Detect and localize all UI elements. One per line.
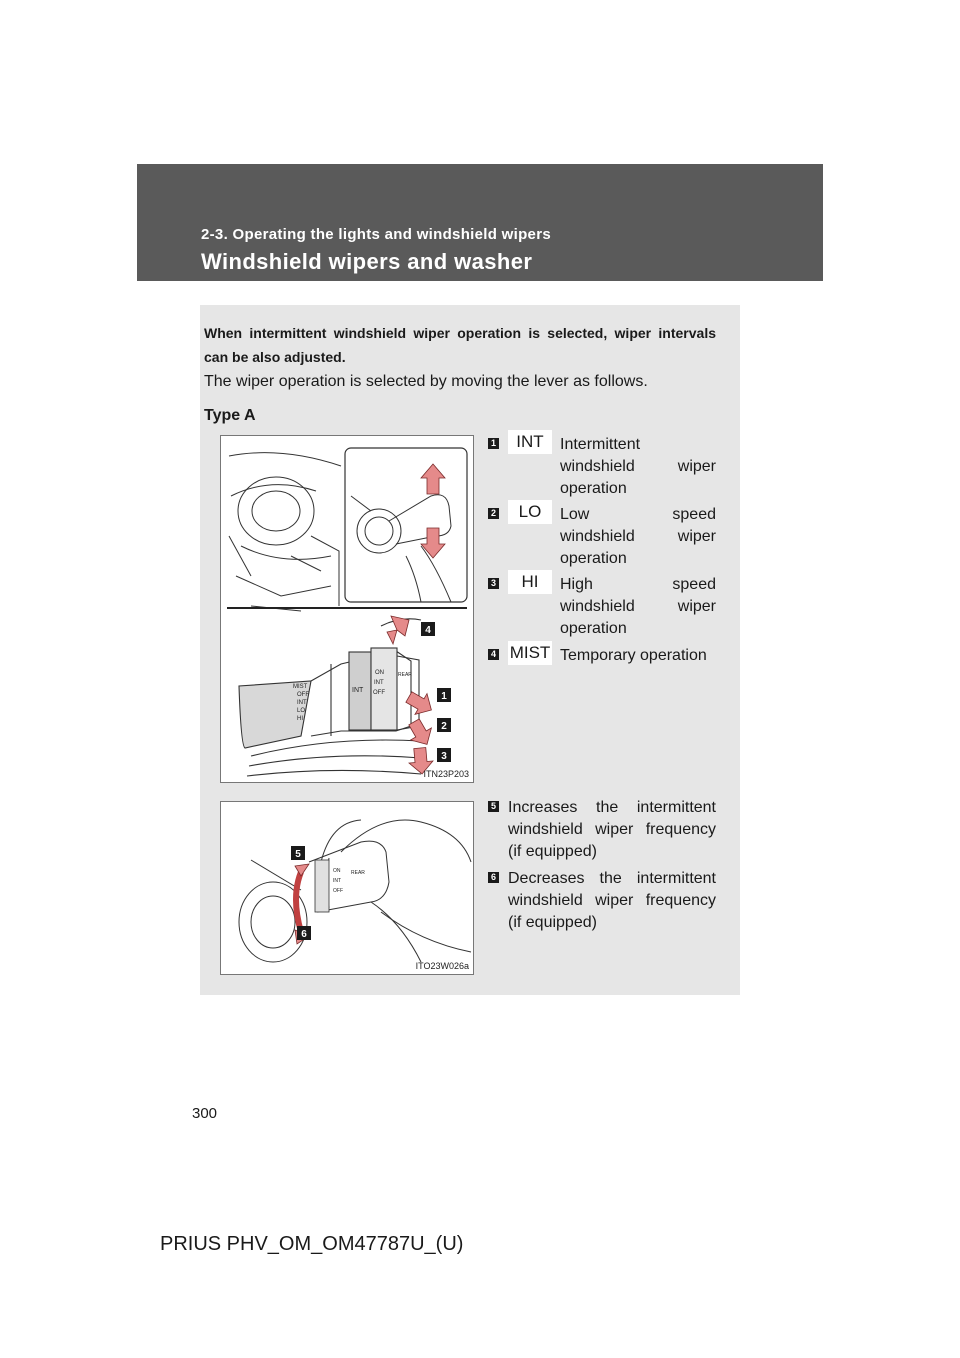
rear-label: REAR xyxy=(398,672,412,678)
lever-label-mist: MIST xyxy=(293,684,308,690)
callout-1: 1 xyxy=(441,691,447,702)
number-badge: 1 xyxy=(488,438,499,449)
number-badge: 3 xyxy=(488,578,499,589)
number-badge: 5 xyxy=(488,801,499,812)
svg-text:INT: INT xyxy=(333,878,342,884)
adjust-description: Increases the intermittent windshield wiper frequency (if equipped) xyxy=(508,799,716,860)
callout-4: 4 xyxy=(425,625,431,636)
position-label: LO xyxy=(508,500,552,524)
arrow-mist xyxy=(387,630,397,644)
lever-label-off: OFF xyxy=(297,692,309,698)
wiper-lever-illustration xyxy=(221,436,473,782)
callout-2: 2 xyxy=(441,721,447,732)
knob-label-int: INT xyxy=(352,687,364,694)
number-badge: 6 xyxy=(488,872,499,883)
adjust-description: Decreases the intermittent windshield wiper frequency (if equipped) xyxy=(508,870,716,931)
intro-text: The wiper operation is selected by moving the lever as follows. xyxy=(204,373,648,390)
lever-label-int: INT xyxy=(297,700,307,706)
callout-5: 5 xyxy=(295,849,301,860)
figure-code: ITO23W026a xyxy=(415,961,469,971)
lever-label-hi: HI xyxy=(297,716,303,722)
adjust-item xyxy=(488,797,716,863)
arrow-int xyxy=(403,687,438,721)
svg-text:OFF: OFF xyxy=(333,888,343,894)
number-badge: 2 xyxy=(488,508,499,519)
number-badge: 4 xyxy=(488,649,499,660)
page-title: Windshield wipers and washer xyxy=(201,249,533,274)
position-description: Intermittent windshield wiper operation xyxy=(560,436,716,497)
position-description: Low speed windshield wiper operation xyxy=(560,506,716,567)
ring-label-on: ON xyxy=(375,670,384,676)
ring-label-int: INT xyxy=(374,680,384,686)
lever-label-lo: LO xyxy=(297,708,306,714)
section-header xyxy=(137,164,823,281)
position-label: HI xyxy=(508,570,552,594)
intro-note: When intermittent windshield wiper operation is selected, wiper intervals can be also adjusted. xyxy=(204,325,716,365)
position-description: Temporary operation xyxy=(560,647,707,664)
svg-text:REAR: REAR xyxy=(351,870,365,876)
type-label: Type A xyxy=(204,407,256,424)
frequency-figure xyxy=(220,801,474,975)
adjust-item xyxy=(488,868,716,934)
page-number: 300 xyxy=(192,1105,218,1122)
ring-label-off: OFF xyxy=(373,690,385,696)
position-item xyxy=(488,645,716,669)
position-item xyxy=(488,504,716,570)
position-item xyxy=(488,574,716,640)
content-panel xyxy=(200,305,740,995)
position-description: High speed windshield wiper operation xyxy=(560,576,716,637)
frequency-illustration xyxy=(221,802,473,974)
callout-6: 6 xyxy=(301,929,307,940)
position-label: INT xyxy=(508,430,552,454)
position-item xyxy=(488,434,716,500)
document-footer: PRIUS PHV_OM_OM47787U_(U) xyxy=(160,1233,464,1255)
callout-3: 3 xyxy=(441,751,447,762)
arrow-lo xyxy=(404,716,438,751)
svg-text:ON: ON xyxy=(333,868,341,874)
figure-code: ITN23P203 xyxy=(423,769,469,779)
wiper-lever-figure xyxy=(220,435,474,783)
position-label: MIST xyxy=(508,641,552,665)
section-label: 2-3. Operating the lights and windshield wipers xyxy=(201,226,551,243)
